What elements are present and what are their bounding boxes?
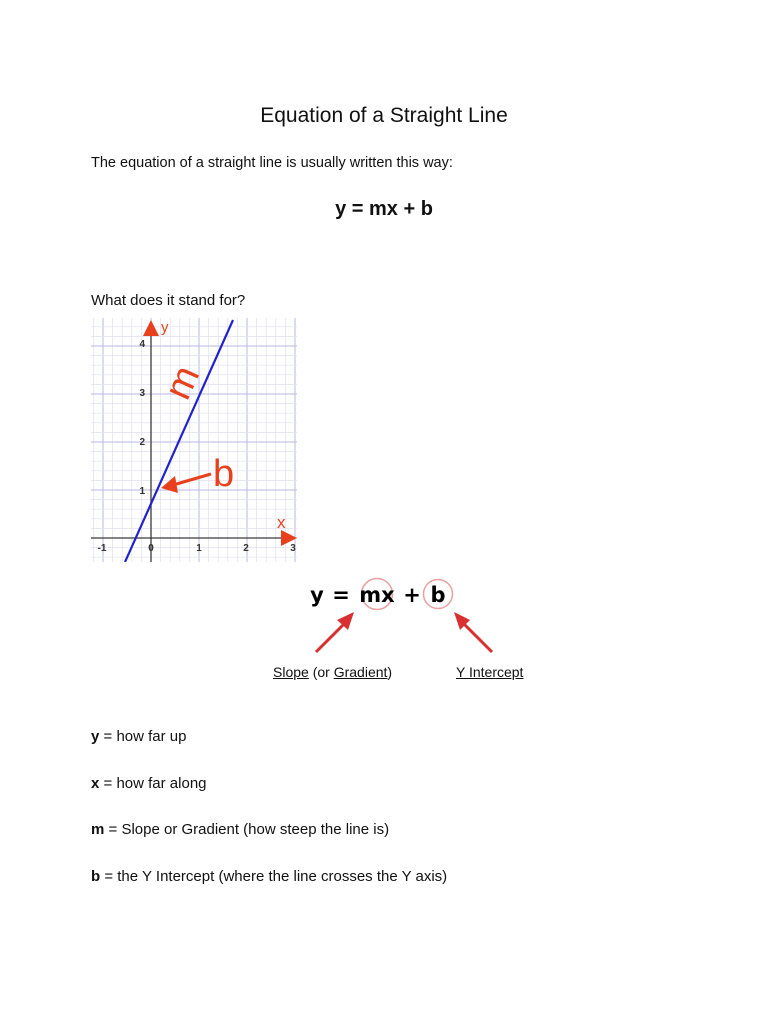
definition-text: = the Y Intercept (where the line crosses the Y axis) (100, 868, 448, 885)
graph-grid (91, 318, 297, 562)
eq-equals: = (332, 583, 350, 607)
eq-b: b (430, 583, 446, 607)
definition-term: b (91, 868, 101, 885)
definition-term: x (91, 775, 100, 792)
intercept-arrow-shaft (173, 474, 211, 485)
x-tick-label: 0 (148, 543, 154, 554)
y-tick-label: 1 (139, 486, 145, 497)
y-tick-label: 3 (139, 388, 145, 399)
definition-b (91, 868, 447, 885)
x-tick-label: 3 (290, 543, 296, 554)
y-tick-label: 4 (139, 339, 145, 350)
definition-text: = Slope or Gradient (how steep the line is) (104, 821, 390, 838)
intercept-marker: b (213, 453, 235, 495)
eq-y: y (310, 583, 324, 607)
eq-plus: + (403, 583, 421, 607)
intercept-pointer-shaft (462, 622, 492, 652)
intro-text: The equation of a straight line is usually written this way: (91, 155, 453, 171)
line-graph (91, 318, 297, 562)
definition-text: = how far along (99, 775, 207, 792)
slope-marker: m (156, 359, 209, 406)
question-text: What does it stand for? (91, 292, 246, 309)
slope-link[interactable]: Slope (273, 664, 309, 680)
y-intercept-link[interactable]: Y Intercept (456, 664, 524, 680)
x-tick-label: 1 (196, 543, 202, 554)
eq-mx: mx (359, 583, 395, 607)
x-axis-label: x (277, 513, 286, 532)
slope-label (273, 664, 392, 680)
definition-x (91, 775, 207, 792)
y-axis-arrow-icon (143, 320, 159, 336)
definition-m (91, 821, 389, 838)
main-equation: y = mx + b (335, 198, 433, 220)
slope-close: ) (387, 664, 393, 680)
annotated-equation (300, 572, 540, 678)
x-tick-label: -1 (97, 543, 107, 554)
slope-or: (or (308, 664, 334, 680)
gradient-link[interactable]: Gradient (333, 664, 388, 680)
page-title: Equation of a Straight Line (260, 104, 508, 127)
definition-y (91, 728, 186, 745)
slope-arrow-shaft (316, 622, 346, 652)
definition-term: y (91, 728, 100, 745)
intercept-label (456, 664, 523, 680)
x-tick-label: 2 (243, 543, 249, 554)
definition-text: = how far up (99, 728, 187, 745)
y-axis-label: y (161, 319, 169, 336)
y-tick-label: 2 (139, 437, 145, 448)
definition-term: m (91, 821, 105, 838)
